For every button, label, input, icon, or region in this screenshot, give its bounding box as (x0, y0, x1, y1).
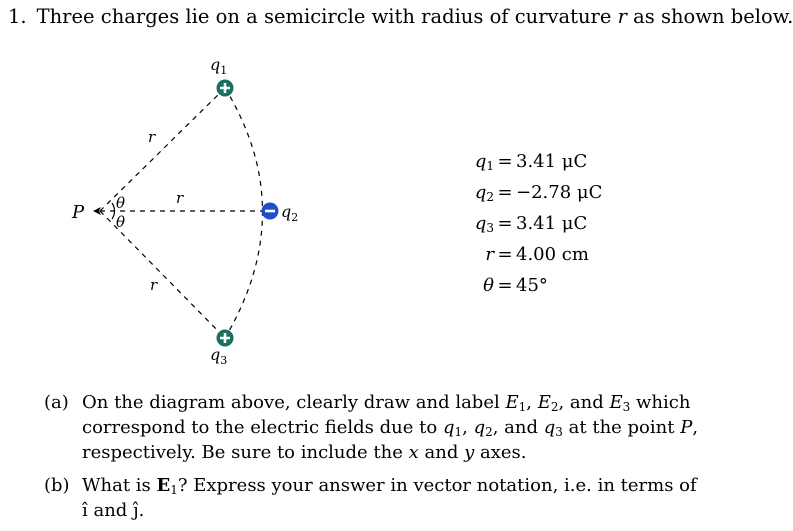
part-a-label: (a) (44, 392, 69, 413)
point-p-marker (93, 207, 101, 215)
charge-q1-label: $q_1$ (210, 55, 228, 77)
part-b-label: (b) (44, 475, 70, 496)
charge-q3 (217, 330, 234, 347)
given-value: 3.41 μC (516, 213, 588, 234)
given-value: −2.78 μC (516, 182, 603, 203)
given-var: $q_2$ (474, 182, 494, 204)
point-p-label: P (72, 202, 85, 223)
given-var: $q_1$ (474, 151, 494, 173)
given-row-theta: θ = 45° (438, 270, 602, 301)
given-value: 3.41 μC (516, 151, 588, 172)
radius-label-upper: r (148, 128, 156, 146)
angle-label-bottom: θ (116, 213, 126, 231)
given-var: r (485, 244, 494, 265)
given-value: 4.00 cm (516, 244, 589, 265)
given-row-q2: $q_2$ = −2.78 μC (438, 177, 602, 208)
given-var: θ (483, 275, 494, 296)
statement-var: r (617, 5, 627, 28)
part-b (44, 473, 704, 523)
problem-number: 1. (8, 5, 27, 28)
part-a-text: On the diagram above, clearly draw and label $E_1$, $E_2$, and $E_3$ which correspond to the electric fields due to $q_1$, $q_2$, and $q_3$ at the point P, respectively. Be sure to include the x and y axes. (82, 392, 699, 463)
charge-diagram (0, 40, 714, 380)
angle-label-top: θ (116, 194, 126, 212)
charge-q2-label: $q_2$ (281, 202, 299, 224)
statement-pre: Three charges lie on a semicircle with radius of curvature (36, 5, 618, 28)
problem-statement (8, 5, 793, 28)
given-value: 45° (516, 275, 548, 296)
charge-q1 (217, 80, 234, 97)
given-row-q3: $q_3$ = 3.41 μC (438, 208, 602, 239)
charge-q2 (262, 203, 279, 220)
radius-line-q1 (100, 88, 225, 211)
charge-q3-label: $q_3$ (210, 345, 228, 367)
part-a (44, 390, 704, 465)
radius-label-middle: r (176, 189, 184, 207)
radius-label-lower: r (150, 276, 158, 294)
semicircle-arc (225, 88, 263, 338)
given-var: $q_3$ (474, 213, 494, 235)
given-values (438, 146, 602, 301)
given-row-q1: $q_1$ = 3.41 μC (438, 146, 602, 177)
part-b-text: What is $E_1$? Express your answer in vector notation, i.e. in terms of î and ĵ. (82, 475, 697, 521)
given-row-r: r = 4.00 cm (438, 239, 602, 270)
question-parts (44, 390, 704, 531)
statement-post: as shown below. (626, 5, 793, 28)
